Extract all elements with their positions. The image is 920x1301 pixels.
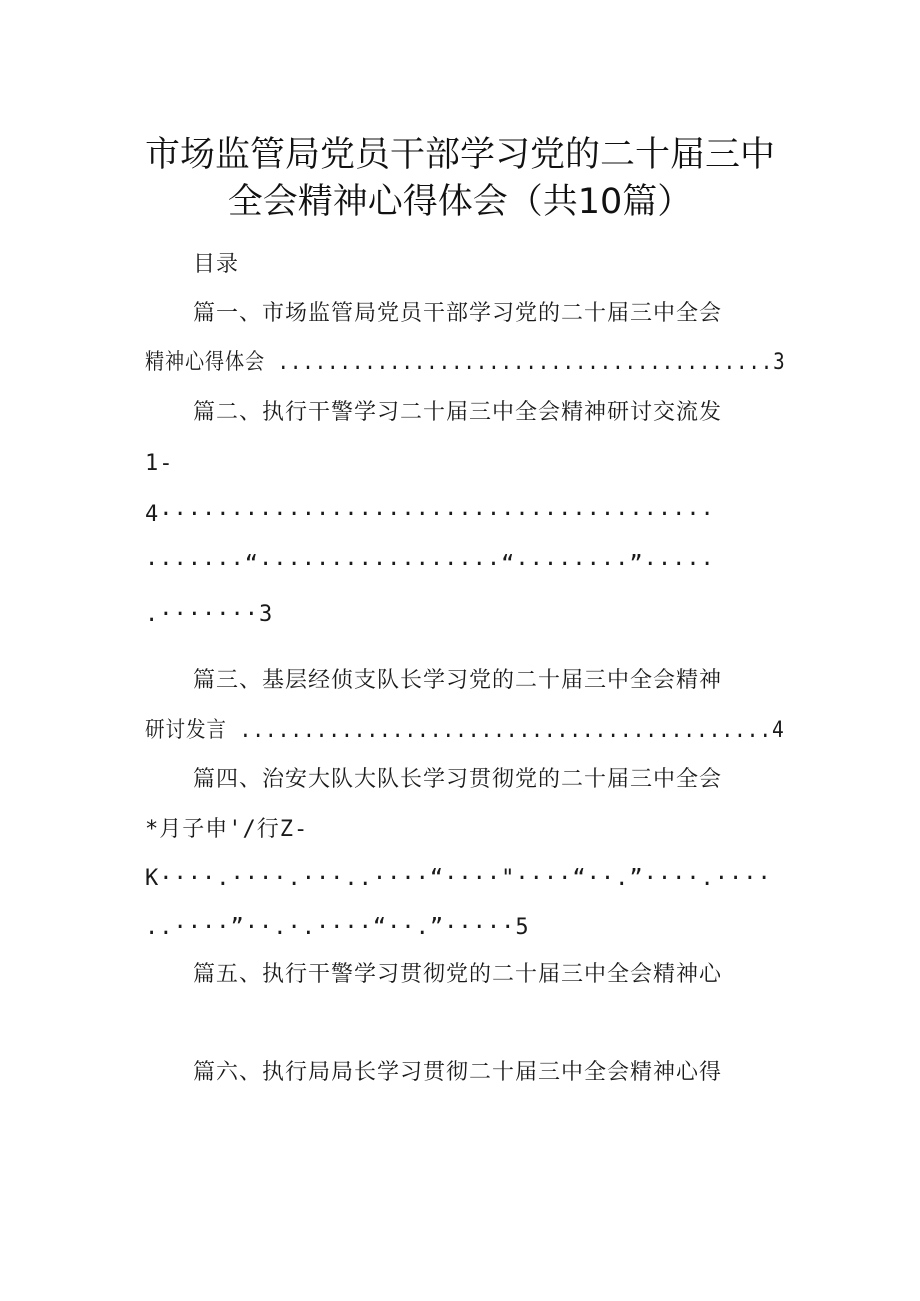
toc-entry-2-title: 篇二、执行干警学习二十届三中全会精神研讨交流发 xyxy=(193,400,723,425)
toc-entry-3-leader: 研讨发言 ..........................................4 xyxy=(145,718,785,743)
toc-entry-2-line-4: ·······“·················“········”····· xyxy=(145,552,715,577)
toc-entry-4-line-3: K····.····.···..····“····"····“··.”····.···· xyxy=(145,866,772,891)
document-title-line-2: 全会精神心得体会（共10篇） xyxy=(227,182,693,222)
toc-entry-4-line-2: *月子申'/行Z- xyxy=(145,817,309,842)
toc-entry-6-title: 篇六、执行局局长学习贯彻二十届三中全会精神心得 xyxy=(193,1060,723,1085)
toc-entry-4-title: 篇四、治安大队大队长学习贯彻党的二十届三中全会 xyxy=(193,767,723,792)
toc-entry-2-line-3: 4······································· xyxy=(145,502,715,527)
document-title-line-1: 市场监管局党员干部学习党的二十届三中 xyxy=(144,135,775,175)
toc-entry-2-line-5: .·······3 xyxy=(145,602,274,627)
toc-entry-1-title: 篇一、市场监管局党员干部学习党的二十届三中全会 xyxy=(193,301,723,326)
toc-entry-5-title: 篇五、执行干警学习贯彻党的二十届三中全会精神心 xyxy=(193,962,723,987)
toc-entry-3-title: 篇三、基层经侦支队长学习党的二十届三中全会精神 xyxy=(193,668,723,693)
toc-entry-2-line-2: 1- xyxy=(145,451,174,476)
toc-heading: 目录 xyxy=(193,252,240,277)
toc-entry-1-leader: 精神心得体会 ........................................3 xyxy=(145,350,786,375)
toc-entry-4-line-4: ..····”··.·.····“··.”·····5 xyxy=(145,915,530,940)
